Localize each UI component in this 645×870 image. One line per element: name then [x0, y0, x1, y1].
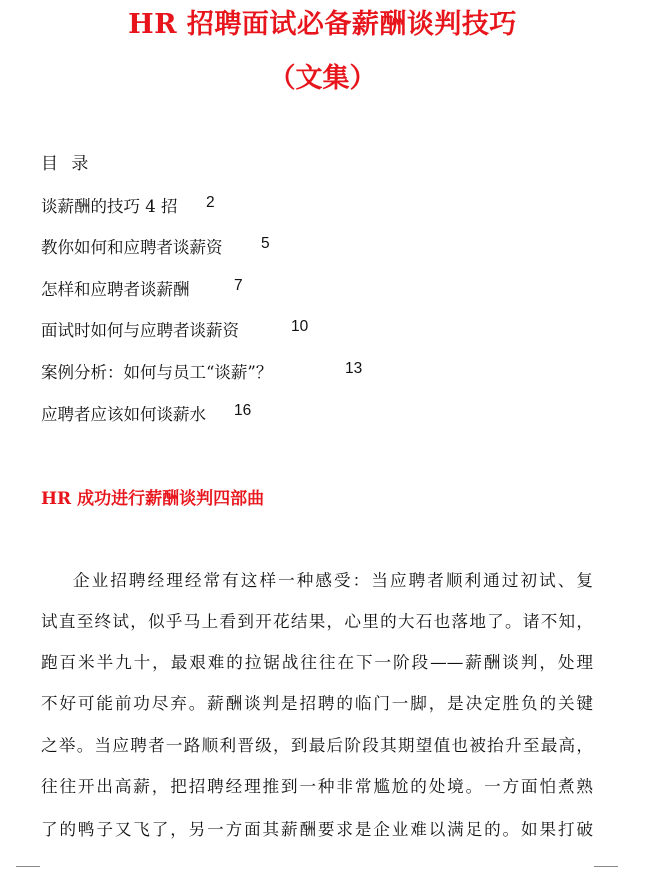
section-heading: HR 成功进行薪酬谈判四部曲: [41, 489, 265, 509]
toc-entry: [41, 359, 363, 383]
page-corner-mark-left: [16, 866, 40, 867]
toc-entry-page: 5: [261, 235, 270, 252]
document-title: HR 招聘面试必备薪酬谈判技巧: [128, 9, 517, 40]
toc-entry-page: 2: [206, 194, 215, 211]
toc-entry-page: 13: [345, 360, 363, 377]
toc-entry-label: 教你如何和应聘者谈薪资: [41, 238, 223, 257]
document-subtitle: （文集）: [268, 63, 377, 94]
paragraph-line: 不好可能前功尽弃。薪酬谈判是招聘的临门一脚，是决定胜负的关键: [41, 694, 593, 713]
toc-entry: [41, 276, 243, 300]
toc-entry-label: 应聘者应该如何谈薪水: [41, 405, 206, 424]
paragraph-line: 往往开出高薪，把招聘经理推到一种非常尴尬的处境。一方面怕煮熟: [41, 777, 593, 796]
paragraph-line: 跑百米半九十，最艰难的拉锯战往往在下一阶段——薪酬谈判，处理: [41, 653, 593, 672]
toc-entry: [41, 234, 270, 258]
paragraph-line: 企业招聘经理经常有这样一种感受：当应聘者顺利通过初试、复: [73, 571, 593, 590]
toc-entry-label: 谈薪酬的技巧 4 招: [41, 197, 178, 216]
paragraph-line: 了的鸭子又飞了，另一方面其薪酬要求是企业难以满足的。如果打破: [41, 820, 593, 839]
toc-heading: 目 录: [41, 154, 93, 174]
toc-entry-label: 怎样和应聘者谈薪酬: [41, 280, 190, 299]
paragraph-line: 试直至终试，似乎马上看到开花结果，心里的大石也落地了。诸不知，: [41, 612, 593, 631]
paragraph-line: 之举。当应聘者一路顺利晋级，到最后阶段其期望值也被抬升至最高，: [41, 736, 593, 755]
toc-entry-page: 10: [291, 318, 309, 335]
toc-entry-page: 7: [234, 277, 243, 294]
toc-entry-label: 面试时如何与应聘者谈薪资: [41, 321, 239, 340]
toc-entry: [41, 193, 215, 217]
toc-entry: [41, 401, 252, 425]
page-corner-mark-right: [594, 866, 618, 867]
toc-entry-page: 16: [234, 402, 252, 419]
toc-entry-label: 案例分析：如何与员工“谈薪”？: [41, 363, 273, 382]
toc-entry: [41, 317, 309, 341]
